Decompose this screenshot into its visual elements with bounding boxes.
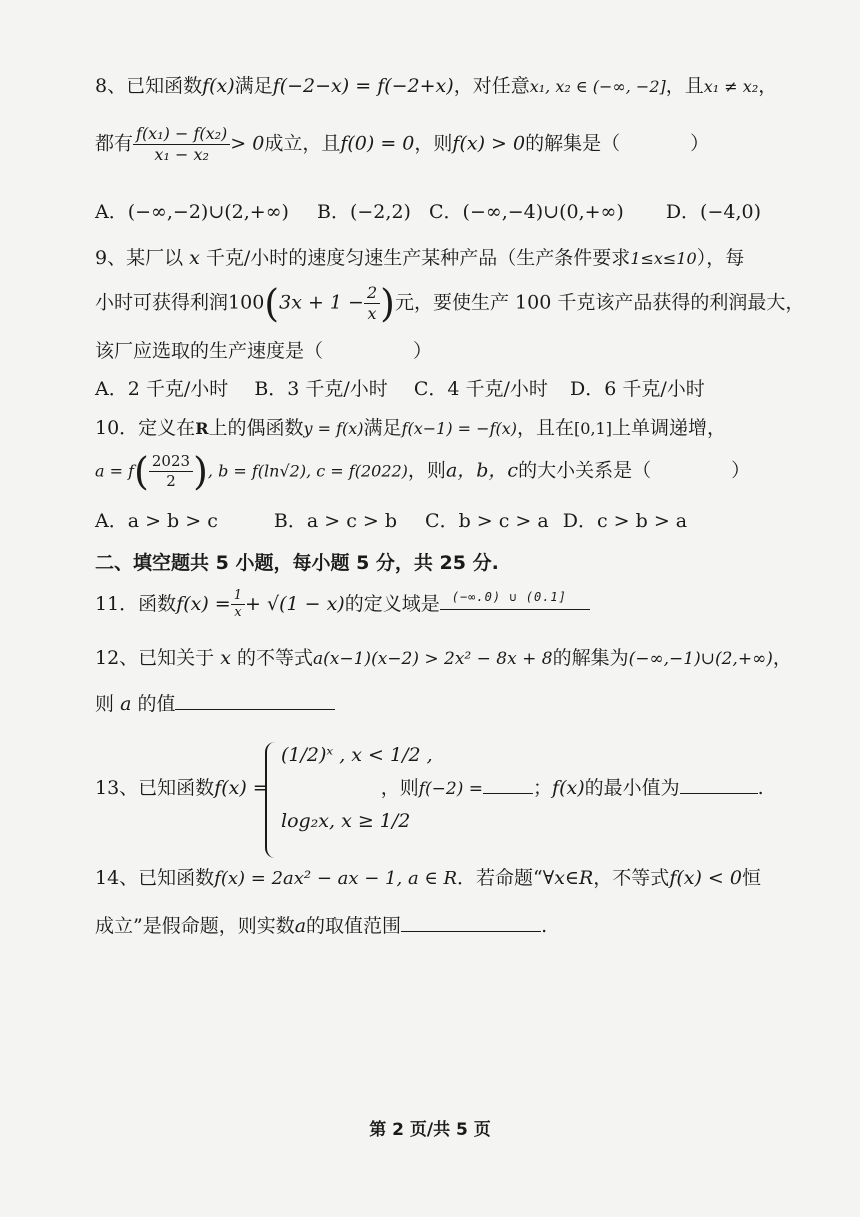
page-number: 第 2 页/共 5 页 (369, 1120, 491, 1140)
q10-options (95, 509, 800, 534)
q9-frac-den: x (367, 304, 377, 323)
q12-text: ， (772, 647, 792, 669)
q8-text: 8、已知函数 (95, 75, 203, 97)
q13-text: 的最小值为 (584, 777, 680, 799)
q12-answer-blank (175, 691, 335, 710)
q11-text: 11．函数 (95, 592, 177, 615)
q9-text: 该厂应选取的生产速度是（ (95, 340, 324, 362)
q14-text: ．若命题“ (457, 867, 543, 889)
q13-text: ； (533, 777, 553, 799)
q13-case-2: log₂x, x ≥ 1/2 (281, 810, 411, 832)
q11-text: 的定义域是 (344, 592, 440, 615)
q9-right-paren: ) (380, 281, 395, 326)
q9-line2 (95, 281, 805, 326)
q14-text: ，不等式 (593, 867, 670, 889)
q10-option-c: C．b > c > a (425, 510, 549, 532)
q10-text: 上的偶函数 (208, 417, 304, 439)
q12-a: a (120, 693, 132, 715)
q14-line2 (95, 913, 800, 939)
q8-frac-num: f(x₁) − f(x₂) (133, 124, 230, 145)
section-heading: 二、填空题共 5 小题，每小题 5 分，共 25 分. (95, 552, 499, 574)
q8-option-b: B．(−2,2) (317, 201, 411, 223)
q8-text: 满足 (234, 75, 273, 97)
q8-text: 成立，且 (264, 132, 341, 155)
q11-line (95, 588, 800, 622)
q9-text: ），每 (696, 247, 745, 269)
q10-interval: [0,1] (574, 419, 612, 438)
q8-fraction (133, 124, 230, 165)
q9-line3 (95, 339, 800, 364)
q10-right-paren: ) (193, 449, 208, 494)
q10-line2 (95, 449, 800, 494)
q13-f-neg2: f(−2) = (418, 779, 484, 799)
q9-x: x (189, 247, 200, 269)
q14-answer-blank (401, 913, 541, 932)
q10-option-d: D．c > b > a (562, 510, 688, 532)
q13-brace (265, 742, 279, 858)
q8-option-c: C．(−∞,−4)∪(0,+∞) (429, 201, 624, 223)
q8-text: 的解集是（ (525, 132, 621, 155)
q8-option-a: A．(−∞,−2)∪(2,+∞) (95, 201, 289, 223)
q9-option-a: A．2 千克/小时 (95, 378, 229, 400)
q11-frac-num: 1 (231, 588, 245, 605)
q9-left-paren: ( (264, 281, 280, 326)
q8-options (95, 200, 800, 225)
q14-text: . (541, 915, 548, 937)
q8-text: ，且 (665, 75, 704, 97)
q11-sqrt: + √(1 − x) (245, 592, 345, 615)
q8-fx: f(x) (202, 75, 235, 97)
q10-line1 (95, 416, 800, 441)
q11-fx: f(x) = (176, 592, 231, 615)
q12-text: 则 (95, 693, 115, 715)
q13-blank-2 (680, 775, 758, 794)
q8-line1 (95, 74, 800, 99)
q10-left-paren: ( (134, 449, 149, 494)
q14-text: 成立”是假命题，则实数 (95, 915, 295, 937)
q11-fraction (231, 588, 245, 622)
q9-options (95, 377, 800, 402)
q9-text: 小时可获得利润 (95, 291, 229, 314)
q10-R: R (195, 419, 209, 438)
q8-text: 都有 (95, 132, 134, 155)
q10-text: 10．定义在 (95, 417, 196, 439)
q14-text: 的取值范围 (306, 915, 402, 937)
q8-ne: x₁ ≠ x₂ (703, 77, 759, 96)
q12-text: 的解集为 (552, 647, 629, 669)
q12-line1 (95, 646, 800, 671)
q8-frac-den: x₁ − x₂ (154, 145, 209, 164)
q8-condition: f(x) > 0 (452, 132, 526, 155)
q14-function: f(x) = 2ax² − ax − 1, a ∈ R (214, 868, 458, 889)
q13-text: . (757, 777, 764, 799)
q8-f0: f(0) = 0 (340, 132, 415, 155)
q12-text: 的值 (137, 693, 176, 715)
q12-text: 12、已知关于 (95, 647, 215, 669)
q14-line1 (95, 866, 800, 891)
q10-text: 满足 (363, 417, 402, 439)
q8-text: ，对任意 (453, 75, 530, 97)
q13-fx2: f(x) (552, 777, 585, 799)
q12-line2 (95, 691, 800, 717)
q9-frac-num: 2 (364, 283, 380, 304)
q8-domain: x₁, x₂ ∈ (−∞, −2] (529, 77, 666, 96)
q8-symmetry: f(−2−x) = f(−2+x) (272, 75, 454, 97)
q13-piecewise (265, 742, 433, 860)
q12-solution-set: (−∞,−1)∪(2,+∞) (628, 649, 773, 669)
q8-option-d: D．(−4,0) (665, 201, 762, 223)
q11-frac-den: x (234, 605, 242, 621)
q13-blank-1 (483, 775, 533, 794)
q9-fraction (364, 283, 380, 324)
q10-option-b: B．a > c > b (273, 510, 397, 532)
q13-case-1: (1/2)ˣ , x < 1/2 , (281, 744, 433, 766)
q14-text: 恒 (741, 867, 761, 889)
q9-coef: 100 (228, 291, 265, 314)
q9-condition: 1≤x≤10 (630, 249, 697, 268)
q10-text: 的大小关系是（ (518, 459, 652, 482)
q10-frac-num: 2023 (149, 452, 193, 472)
q9-text: 千克/小时的速度匀速生产某种产品（生产条件要求 (205, 247, 631, 269)
q9-option-d: D．6 千克/小时 (569, 378, 705, 400)
q10-vars: a，b，c (445, 459, 519, 482)
q9-text: 9、某厂以 (95, 247, 184, 269)
q10-equation: f(x−1) = −f(x) (401, 419, 517, 438)
q14-inequality: f(x) < 0 (669, 867, 742, 889)
q14-forall: ∀x∈R (542, 867, 594, 889)
q10-bc-def: , b = f(ln√2), c = f(2022) (207, 461, 408, 481)
q10-text: 上单调递增， (611, 417, 726, 439)
q13-text: ，则 (380, 777, 419, 799)
q14-text: 14、已知函数 (95, 867, 215, 889)
q10-option-a: A．a > b > c (95, 510, 218, 532)
q13-fx: f(x) = (214, 777, 269, 799)
q10-frac-den: 2 (166, 471, 176, 490)
q8-line2 (95, 124, 800, 165)
q8-text: ， (758, 75, 778, 97)
q10-text: ，则 (407, 459, 446, 482)
q9-line1 (95, 246, 800, 271)
q9-option-b: B．3 千克/小时 (254, 378, 388, 400)
q8-text: ，则 (414, 132, 453, 155)
q10-function: y = f(x) (303, 419, 364, 438)
q13-line (95, 775, 800, 801)
q9-expression: 3x + 1 − (279, 291, 364, 314)
q10-text: ） (731, 459, 751, 482)
q9-text: 元，要使生产 100 千克该产品获得的利润最大， (394, 291, 805, 314)
q12-text: 的不等式 (237, 647, 314, 669)
q8-gt: > 0 (230, 132, 265, 155)
q8-text: ） (690, 132, 710, 155)
q11-answer-blank (440, 591, 590, 610)
q11-handwritten-answer: (−∞.0) ∪ (0.1] (451, 589, 567, 604)
q13-text: 13、已知函数 (95, 777, 215, 799)
q12-x: x (220, 647, 231, 669)
q9-option-c: C．4 千克/小时 (413, 378, 548, 400)
q10-fraction (149, 452, 193, 491)
q12-inequality: a(x−1)(x−2) > 2x² − 8x + 8 (313, 649, 553, 669)
q14-a: a (294, 915, 307, 937)
q10-a-def: a = f (95, 461, 135, 481)
q9-text: ） (413, 340, 433, 362)
q10-text: ，且在 (517, 417, 575, 439)
